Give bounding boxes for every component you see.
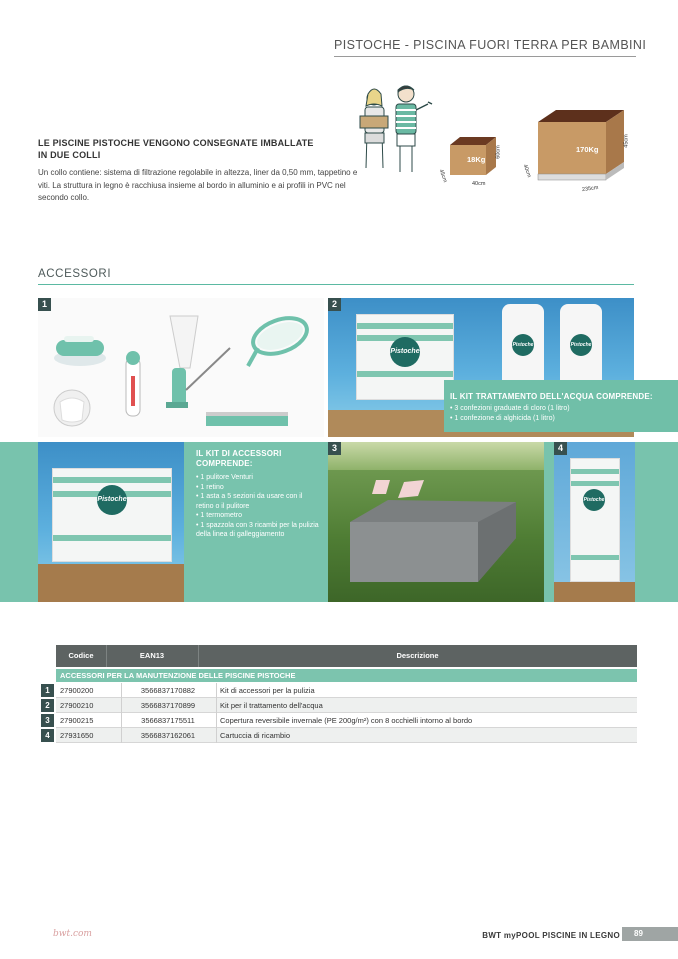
- water-kit-panel: [444, 380, 678, 432]
- algicide-bottle: [560, 304, 602, 382]
- photo-accessories: [38, 298, 324, 437]
- cell-descrizione: Cartuccia di ricambio: [220, 731, 291, 740]
- people-illustration: [356, 80, 436, 180]
- list-item: • 1 pulitore Venturi: [196, 473, 320, 483]
- water-kit-title: IL KIT TRATTAMENTO DELL'ACQUA COMPRENDE:: [450, 392, 653, 401]
- list-item: • 3 confezioni graduate di cloro (1 litro): [450, 404, 678, 414]
- row-number-badge: 4: [41, 729, 54, 742]
- cell-descrizione: Kit di accessori per la pulizia: [220, 686, 315, 695]
- table-row: [38, 683, 637, 698]
- cell-codice: 27931650: [60, 731, 94, 740]
- small-box-height: 60cm: [495, 145, 502, 159]
- table-section-heading: ACCESSORI PER LA MANUTENZIONE DELLE PISCINE PISTOCHE: [56, 669, 637, 682]
- row-number-badge: 2: [41, 699, 54, 712]
- large-package: [521, 108, 634, 194]
- small-box-weight: 18Kg: [467, 155, 486, 164]
- small-box-width: 45cm: [437, 168, 448, 184]
- cell-codice: 27900215: [60, 716, 94, 725]
- large-box-width: 40cm: [521, 163, 532, 179]
- list-item: • 1 retino: [196, 483, 320, 493]
- cell-codice: 27900210: [60, 701, 94, 710]
- cell-codice: 27900200: [60, 686, 94, 695]
- item-number-badge: 2: [328, 298, 341, 311]
- accessories-illustration: [38, 298, 324, 437]
- photo-winter-cover: [328, 442, 544, 602]
- small-box-length: 40cm: [472, 181, 486, 187]
- header-codice: Codice: [56, 645, 107, 667]
- table-header: [56, 645, 637, 667]
- accessory-kit-panel: [196, 449, 320, 540]
- product-table: [38, 645, 637, 745]
- footer-logo[interactable]: bwt.com: [53, 929, 92, 939]
- bottle-logo: Pistoche: [512, 334, 534, 356]
- bottle-logo-2: Pistoche: [570, 334, 592, 356]
- item-number-badge: 1: [38, 298, 51, 311]
- intro-text: Un collo contiene: sistema di filtrazione regolabile in altezza, liner da 0,50 mm, tappetino e viti. La struttura in legno è racchiusa insieme al bordo in alluminio e ai profili in PVC nel secondo collo.: [38, 168, 358, 202]
- accessory-kit-box: [52, 468, 172, 562]
- brand-logo: Pistoche: [97, 485, 127, 515]
- cell-ean: 3566837170899: [140, 701, 196, 710]
- page-title: PISTOCHE - PISCINA FUORI TERRA PER BAMBINI: [334, 38, 647, 52]
- chlorine-bottle: [502, 304, 544, 382]
- table-row: [38, 698, 637, 713]
- header-ean13: EAN13: [106, 645, 199, 667]
- accessory-kit-title: IL KIT DI ACCESSORI COMPRENDE:: [196, 449, 282, 468]
- section-divider: [38, 284, 634, 285]
- cell-ean: 3566837170882: [140, 686, 196, 695]
- section-title: ACCESSORI: [38, 268, 112, 280]
- footer-brand: BWT myPOOL PISCINE IN LEGNO: [482, 931, 620, 940]
- large-box-length: 235cm: [581, 184, 599, 194]
- photo-cartridge: [554, 442, 635, 602]
- large-box-height: 45cm: [623, 134, 630, 148]
- cell-ean: 3566837175511: [141, 716, 195, 725]
- wood-deck: [554, 582, 635, 602]
- cell-descrizione: Kit per il trattamento dell'acqua: [220, 701, 323, 710]
- item-number-badge: 4: [554, 442, 567, 455]
- list-item: • 1 asta a 5 sezioni da usare con il retino o il pulitore: [196, 492, 320, 511]
- cell-ean: 3566837162061: [140, 731, 196, 740]
- water-kit-box: [356, 314, 454, 400]
- photo-accessory-kit: [38, 442, 184, 602]
- row-number-badge: 3: [41, 714, 54, 727]
- item-number-badge: 3: [328, 442, 341, 455]
- cell-descrizione: Copertura reversibile invernale (PE 200g/m²) con 8 occhielli intorno al bordo: [220, 716, 473, 725]
- header-divider: [334, 56, 636, 57]
- table-row: [38, 728, 637, 743]
- list-item: • 1 confezione di alghicida (1 litro): [450, 414, 678, 424]
- intro-heading: LE PISCINE PISTOCHE VENGONO CONSEGNATE IMBALLATE IN DUE COLLI: [38, 138, 314, 160]
- wood-deck: [38, 564, 184, 602]
- list-item: • 1 termometro: [196, 511, 320, 521]
- small-package: [437, 133, 502, 187]
- list-item: • 1 spazzola con 3 ricambi per la pulizia della linea di galleggiamento: [196, 521, 320, 540]
- brand-logo: Pistoche: [390, 337, 420, 367]
- page-number: 89: [622, 927, 678, 941]
- row-number-badge: 1: [41, 684, 54, 697]
- large-box-weight: 170Kg: [576, 145, 599, 154]
- cartridge-box: [570, 458, 620, 582]
- table-row: [38, 713, 637, 728]
- header-descrizione: Descrizione: [396, 651, 439, 660]
- cover-illustration: [328, 442, 544, 602]
- brand-logo: Pistoche: [583, 489, 605, 511]
